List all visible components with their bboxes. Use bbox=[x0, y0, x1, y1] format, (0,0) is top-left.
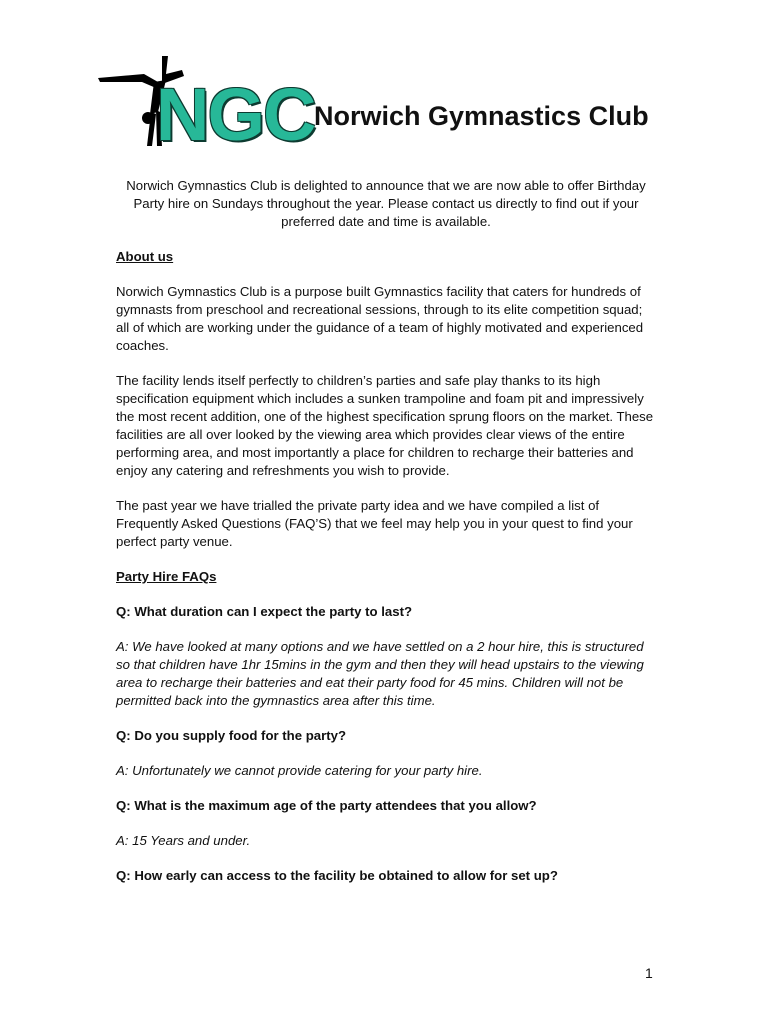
logo-letters: NGC bbox=[156, 73, 315, 156]
about-paragraph-1: Norwich Gymnastics Club is a purpose built Gymnastics facility that caters for hundreds of gymnasts from preschool and recreational sessions, through to its elite competition squad; all of which are working under the guidance of a team of highly motivated and experienced coaches. bbox=[116, 284, 644, 353]
faq-heading: Party Hire FAQs bbox=[116, 569, 217, 584]
document-body bbox=[116, 177, 656, 902]
about-heading: About us bbox=[116, 249, 174, 264]
about-paragraph-3: The past year we have trialled the private party idea and we have compiled a list of Frequently Asked Questions (FAQ’S) that we feel may help you in your quest to find your perfect party venue. bbox=[116, 498, 633, 549]
faq-question: Q: What duration can I expect the party to last? bbox=[116, 604, 413, 619]
faq-question: Q: What is the maximum age of the party attendees that you allow? bbox=[116, 798, 537, 813]
faq-question: Q: How early can access to the facility be obtained to allow for set up? bbox=[116, 868, 558, 883]
about-paragraph-2: The facility lends itself perfectly to children’s parties and safe play thanks to its high specification equipment which includes a sunken trampoline and foam pit and impressively the most recent addition, one of the highest specification sprung floors on the market. These facilities are all over looked by the viewing area which provides clear views of the entire performing area, and most importantly a place for children to recharge their batteries and enjoy any catering and refreshments you wish to provide. bbox=[116, 373, 654, 478]
faq-answer: A: 15 Years and under. bbox=[116, 833, 251, 848]
faq-answer: A: We have looked at many options and we have settled on a 2 hour hire, this is structured so that children have 1hr 15mins in the gym and then they will head upstairs to the viewing area to recharge their batteries and eat their party food for 45 mins. Children will not be permitted back into the gymnastics area after this time. bbox=[116, 639, 644, 708]
faq-answer: A: Unfortunately we cannot provide catering for your party hire. bbox=[116, 763, 483, 778]
faq-question: Q: Do you supply food for the party? bbox=[116, 728, 347, 743]
club-name: Norwich Gymnastics Club bbox=[314, 101, 649, 131]
club-logo bbox=[96, 52, 649, 156]
page-number: 1 bbox=[645, 965, 653, 981]
intro-paragraph: Norwich Gymnastics Club is delighted to announce that we are now able to offer Birthday Party hire on Sundays throughout the year. Please contact us directly to find out if your preferred date and time is available. bbox=[126, 178, 646, 229]
